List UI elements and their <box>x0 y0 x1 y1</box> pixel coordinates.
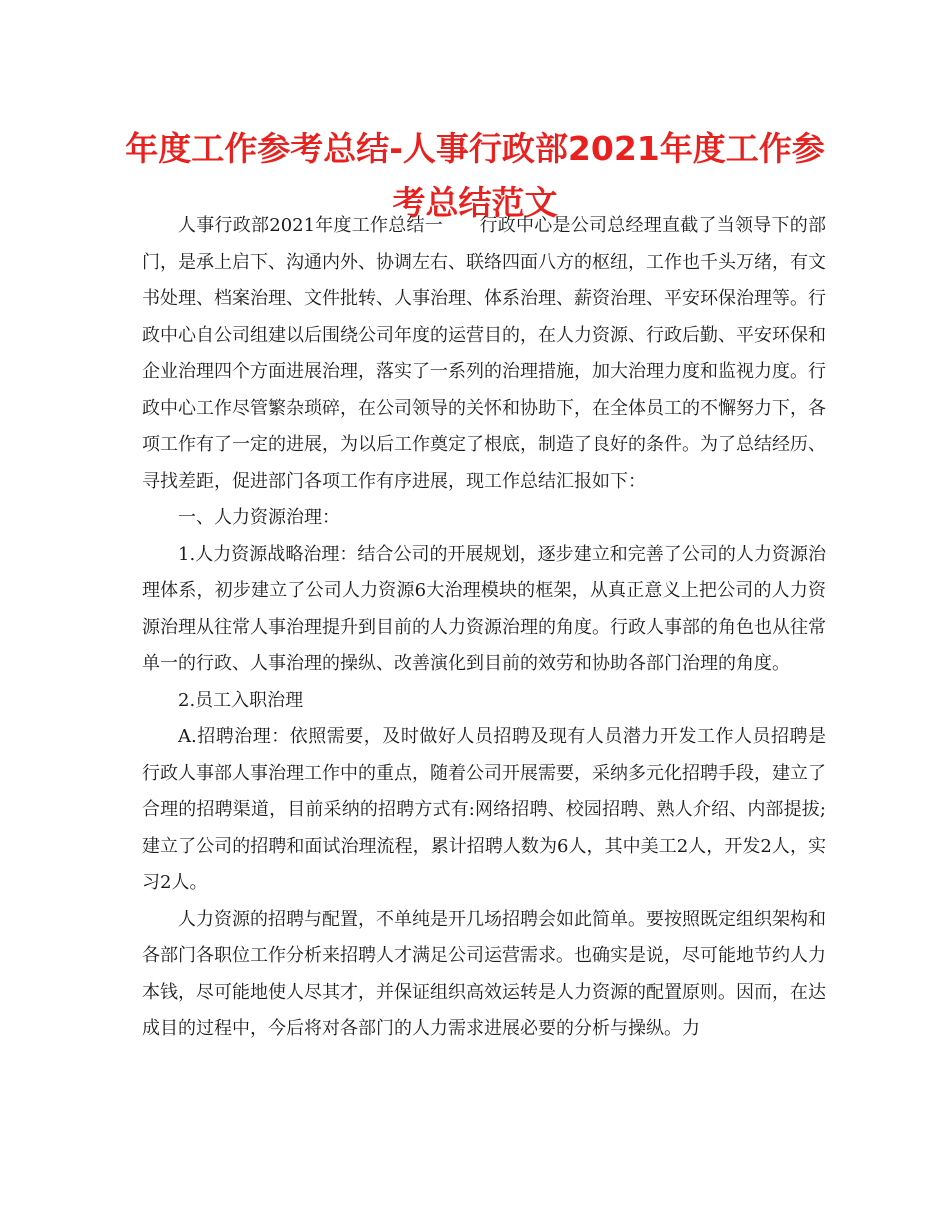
paragraph-recruitment: A.招聘治理：依照需要，及时做好人员招聘及现有人员潜力开发工作人员招聘是行政人事部人事治理工作中的重点，随着公司开展需要，采纳多元化招聘手段，建立了合理的招聘渠道，目前采纳的招聘方式有:网络招聘、校园招聘、熟人介绍、内部提拔;建立了公司的招聘和面试治理流程，累计招聘人数为6人，其中美工2人，开发2人，实习2人。 <box>142 726 826 893</box>
section-heading-hr: 一、人力资源治理： <box>178 507 340 528</box>
paragraph-allocation: 人力资源的招聘与配置，不单纯是开几场招聘会如此简单。要按照既定组织架构和各部门各职位工作分析来招聘人才满足公司运营需求。也确实是说，尽可能地节约人力本钱，尽可能地使人尽其才，并保证组织高效运转是人力资源的配置原则。因而，在达成目的过程中，今后将对各部门的人力需求进展必要的分析与操纵。力 <box>142 908 826 1039</box>
document-title: 年度工作参考总结-人事行政部2021年度工作参考总结范文 <box>125 129 825 222</box>
paragraph-intro: 人事行政部2021年度工作总结一 行政中心是公司总经理直截了当领导下的部门，是承上启下、沟通内外、协调左右、联络四面八方的枢纽，工作也千头万绪，有文书处理、档案治理、文件批转、人事治理、体系治理、薪资治理、平安环保治理等。行政中心自公司组建以后围绕公司年度的运营目的，在人力资源、行政后勤、平安环保和企业治理四个方面进展治理，落实了一系列的治理措施，加大治理力度和监视力度。行政中心工作尽管繁杂琐碎，在公司领导的关怀和协助下，在全体员工的不懈努力下，各项工作有了一定的进展，为以后工作奠定了根底，制造了良好的条件。为了总结经历、寻找差距，促进部门各项工作有序进展，现工作总结汇报如下： <box>142 215 826 492</box>
subheading-onboarding: 2.员工入职治理 <box>178 689 304 711</box>
document-body <box>142 208 826 1048</box>
paragraph-hr-strategy: 1.人力资源战略治理：结合公司的开展规划，逐步建立和完善了公司的人力资源治理体系，初步建立了公司人力资源6大治理模块的框架，从真正意义上把公司的人力资源治理从往常人事治理提升到目前的人力资源治理的角度。行政人事部的角色也从往常单一的行政、人事治理的操纵、改善演化到目前的效劳和协助各部门治理的角度。 <box>142 543 826 674</box>
